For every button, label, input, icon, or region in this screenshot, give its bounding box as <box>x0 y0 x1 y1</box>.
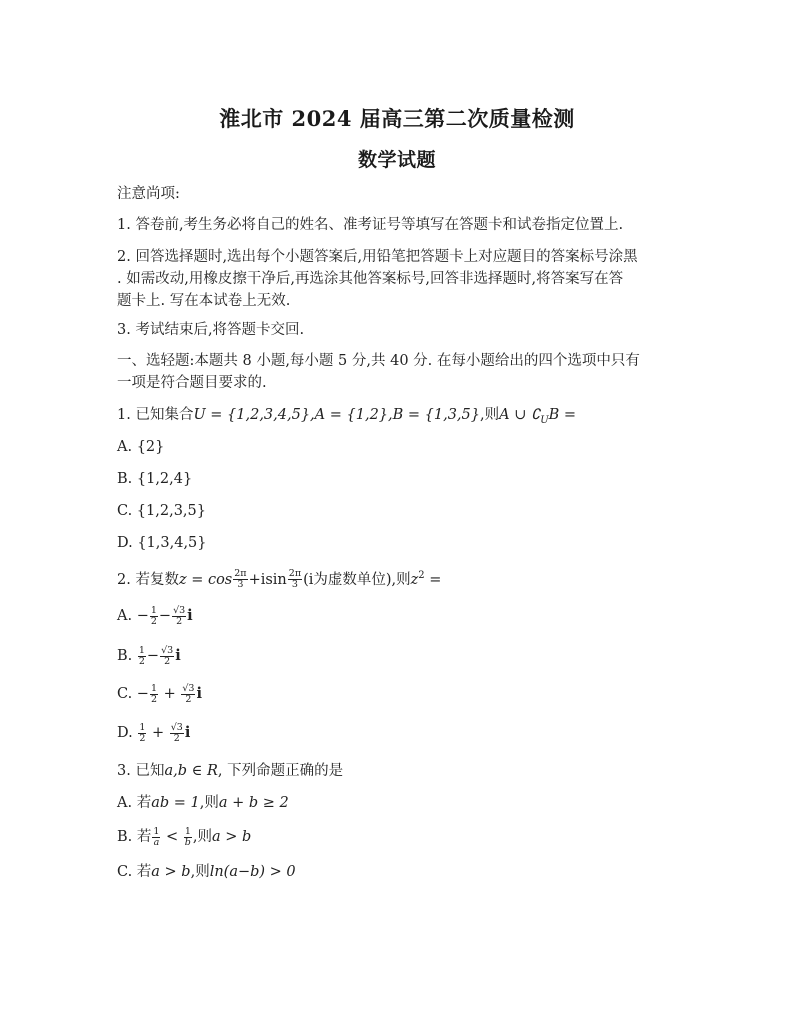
q3-stem-end: , 下列命题正确的是 <box>217 763 344 779</box>
q2-prefix: 2. 若复数 <box>117 571 179 588</box>
frac-num: 2π <box>234 568 247 580</box>
frac-num: 1 <box>150 682 157 694</box>
minus: − <box>136 608 149 624</box>
frac <box>181 684 195 705</box>
option-result: ln(a−b) > 0 <box>209 864 296 880</box>
frac-num: 1 <box>150 604 157 616</box>
frac-num: 1 <box>139 721 146 733</box>
frac-den: 3 <box>237 579 244 591</box>
question-1-stem <box>117 404 677 432</box>
q2-option-a <box>117 605 677 627</box>
exam-subtitle: 数学试题 <box>357 149 436 171</box>
frac <box>170 723 184 744</box>
q2-option-b <box>117 645 677 667</box>
frac <box>138 646 146 667</box>
q2-eq: = <box>424 571 442 588</box>
q3-prefix: 3. 已知 <box>117 763 165 779</box>
frac <box>150 684 158 705</box>
option-then: ,则 <box>199 795 219 811</box>
plus: + <box>163 686 176 702</box>
frac-num: √3 <box>161 644 174 656</box>
option-label: D. <box>117 725 133 741</box>
question-2-stem <box>117 565 677 591</box>
q2-paren: (i为虚数单位),则 <box>303 571 411 588</box>
q1-ask-end: B = <box>548 407 577 423</box>
frac-num: √3 <box>182 682 195 694</box>
option-label: A. <box>117 608 133 624</box>
option-condition: a > b <box>151 864 191 880</box>
note-item-3: 3. 考试结束后,将答题卡交回. <box>117 322 305 338</box>
q2-option-c <box>117 683 677 705</box>
q2-isin: +isin <box>248 571 287 588</box>
frac-den: 2 <box>185 693 192 705</box>
option-prefix: C. 若 <box>117 864 152 880</box>
plus: + <box>151 725 165 741</box>
q3-option-c <box>117 861 677 883</box>
frac <box>184 827 192 848</box>
q2-exp: 2 <box>418 570 425 581</box>
frac <box>160 646 174 667</box>
frac-num: √3 <box>170 721 183 733</box>
question-3-stem <box>117 760 677 782</box>
q1-ask: A ∪ ∁ <box>499 407 541 423</box>
frac <box>172 606 186 627</box>
frac-den: 2 <box>150 693 157 705</box>
q3-option-b <box>117 826 677 848</box>
q1-option-c: C. {1,2,3,5} <box>117 503 206 519</box>
option-prefix: A. 若 <box>117 795 152 811</box>
q1-option-d: D. {1,3,4,5} <box>117 535 207 551</box>
frac-den: 2 <box>138 655 145 667</box>
frac <box>138 723 146 744</box>
frac-num: 2π <box>288 568 302 580</box>
option-then: ,则 <box>190 864 210 880</box>
q3-vars: a,b ∈ R <box>164 763 218 779</box>
q2-option-d <box>117 722 677 744</box>
option-then: ,则 <box>192 829 212 845</box>
q1-sets: U = {1,2,3,4,5},A = {1,2},B = {1,3,5} <box>193 407 480 423</box>
frac-den: 2 <box>173 732 180 744</box>
option-prefix: B. 若 <box>117 829 152 845</box>
minus: − <box>146 648 160 664</box>
minus: − <box>158 608 172 624</box>
minus: − <box>136 686 149 702</box>
imag-unit: i <box>184 724 191 741</box>
q3-option-a <box>117 792 677 814</box>
q2-frac-1 <box>233 569 247 590</box>
frac-num: 1 <box>138 644 145 656</box>
section-instruction-line-2: 一项是符合题目要求的. <box>117 375 267 391</box>
frac-num: √3 <box>173 604 186 616</box>
note-item-2-line-1: 2. 回答选择题时,选出每个小题答案后,用铅笔把答题卡上对应题目的答案标号涂黑 <box>117 249 638 265</box>
q1-option-a: A. {2} <box>117 439 165 455</box>
less-than: < <box>161 829 183 845</box>
frac-den: 2 <box>139 732 146 744</box>
imag-unit: i <box>196 685 202 702</box>
frac-den: a <box>153 836 160 848</box>
frac-num: 1 <box>153 825 160 837</box>
q1-prefix: 1. 已知集合 <box>117 407 194 423</box>
q2-frac-2 <box>288 569 302 590</box>
frac-den: 3 <box>291 579 298 591</box>
imag-unit: i <box>187 607 193 624</box>
option-label: C. <box>117 686 133 702</box>
option-label: B. <box>117 648 133 664</box>
q2-z: z <box>410 571 419 588</box>
note-item-2-line-2: . 如需改动,用橡皮擦干净后,再选涂其他答案标号,回答非选择题时,将答案写在答 <box>117 271 624 287</box>
note-item-1: 1. 答卷前,考生务必将自己的姓名、准考证号等填写在答题卡和试卷指定位置上. <box>117 217 624 233</box>
q1-then: ,则 <box>480 407 500 423</box>
frac-den: 2 <box>150 615 157 627</box>
frac <box>150 606 158 627</box>
section-instruction-line-1: 一、选轻题:本题共 8 小题,每小题 5 分,共 40 分. 在每小题给出的四个选项中只有 <box>117 353 640 369</box>
q1-option-b: B. {1,2,4} <box>117 471 193 487</box>
frac-den: 2 <box>164 655 171 667</box>
option-condition: ab = 1 <box>151 795 200 811</box>
notes-heading: 注意尚项: <box>117 186 180 202</box>
frac-num: 1 <box>184 825 191 837</box>
frac <box>152 827 160 848</box>
exam-title: 淮北市 2024 届高三第二次质量检测 <box>219 106 575 131</box>
option-result: a > b <box>212 829 252 845</box>
frac-den: b <box>184 836 191 848</box>
option-result: a + b ≥ 2 <box>218 795 289 811</box>
frac-den: 2 <box>176 615 183 627</box>
q2-z-cos: z = cos <box>178 571 233 588</box>
imag-unit: i <box>175 647 181 664</box>
note-item-2-line-3: 题卡上. 写在本试卷上无效. <box>117 293 291 309</box>
q1-ask-sub: U <box>540 414 549 426</box>
